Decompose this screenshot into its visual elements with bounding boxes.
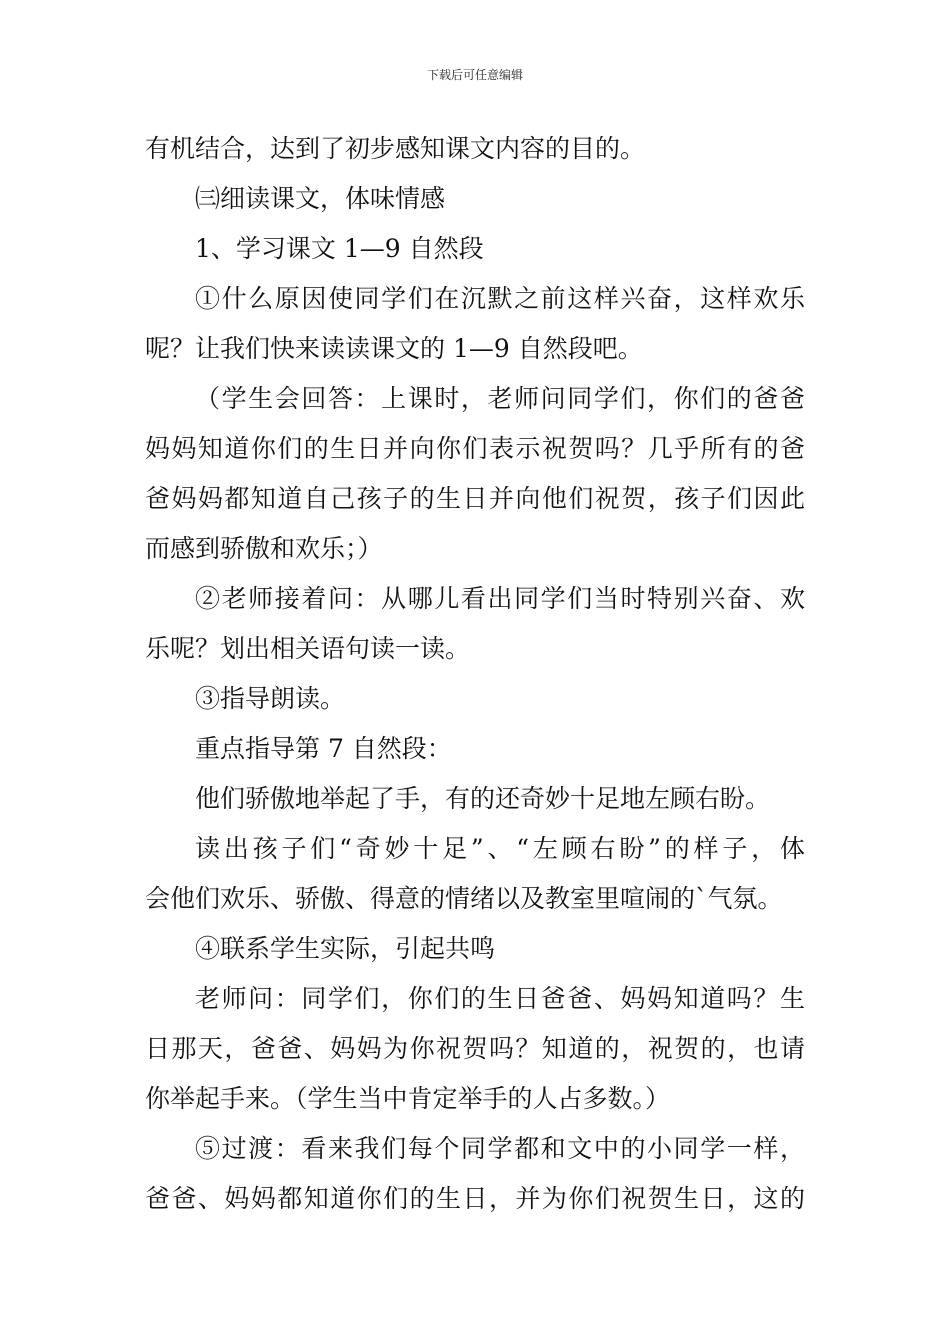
text-line: 日那天，爸爸、妈妈为你祝贺吗？知道的，祝贺的，也请 [145, 1034, 805, 1063]
text-line: 他们骄傲地举起了手，有的还奇妙十足地左顾右盼。 [195, 784, 771, 813]
subsection-heading: 1、学习课文 1—9 自然段 [195, 234, 484, 263]
section-heading: ㈢细读课文，体味情感 [195, 184, 446, 213]
text-line: 读出孩子们“奇妙十足”、“左顾右盼”的样子，体 [195, 834, 805, 863]
text-line: 爸爸、妈妈都知道你们的生日，并为你们祝贺生日，这的 [145, 1184, 805, 1213]
text-line: （学生会回答：上课时，老师问同学们，你们的爸爸 [195, 384, 805, 413]
text-line: 乐呢？划出相关语句读一读。 [145, 634, 471, 663]
page-header: 下载后可任意编辑 [426, 68, 523, 82]
text-line: 老师问：同学们，你们的生日爸爸、妈妈知道吗？生 [195, 984, 805, 1013]
text-line: 有机结合，达到了初步感知课文内容的目的。 [145, 134, 646, 163]
text-line: ①什么原因使同学们在沉默之前这样兴奋，这样欢乐 [195, 284, 805, 313]
text-line: ④联系学生实际，引起共鸣 [195, 934, 496, 963]
text-line: 你举起手来。（学生当中肯定举手的人占多数。） [145, 1084, 671, 1113]
text-line: 妈妈知道你们的生日并向你们表示祝贺吗？几乎所有的爸 [145, 434, 805, 463]
text-line: 爸妈妈都知道自己孩子的生日并向他们祝贺，孩子们因此 [145, 484, 805, 513]
text-line: 而感到骄傲和欢乐；） [145, 534, 383, 563]
text-line: 呢？让我们快来读读课文的 1—9 自然段吧。 [145, 334, 643, 363]
text-line: 会他们欢乐、骄傲、得意的情绪以及教室里喧闹的`气氛。 [145, 884, 783, 913]
text-line: ②老师接着问：从哪儿看出同学们当时特别兴奋、欢 [195, 584, 805, 613]
text-line: ⑤过渡：看来我们每个同学都和文中的小同学一样， [195, 1134, 805, 1163]
text-line: ③指导朗读。 [195, 684, 346, 713]
text-line: 重点指导第 7 自然段： [195, 734, 452, 763]
